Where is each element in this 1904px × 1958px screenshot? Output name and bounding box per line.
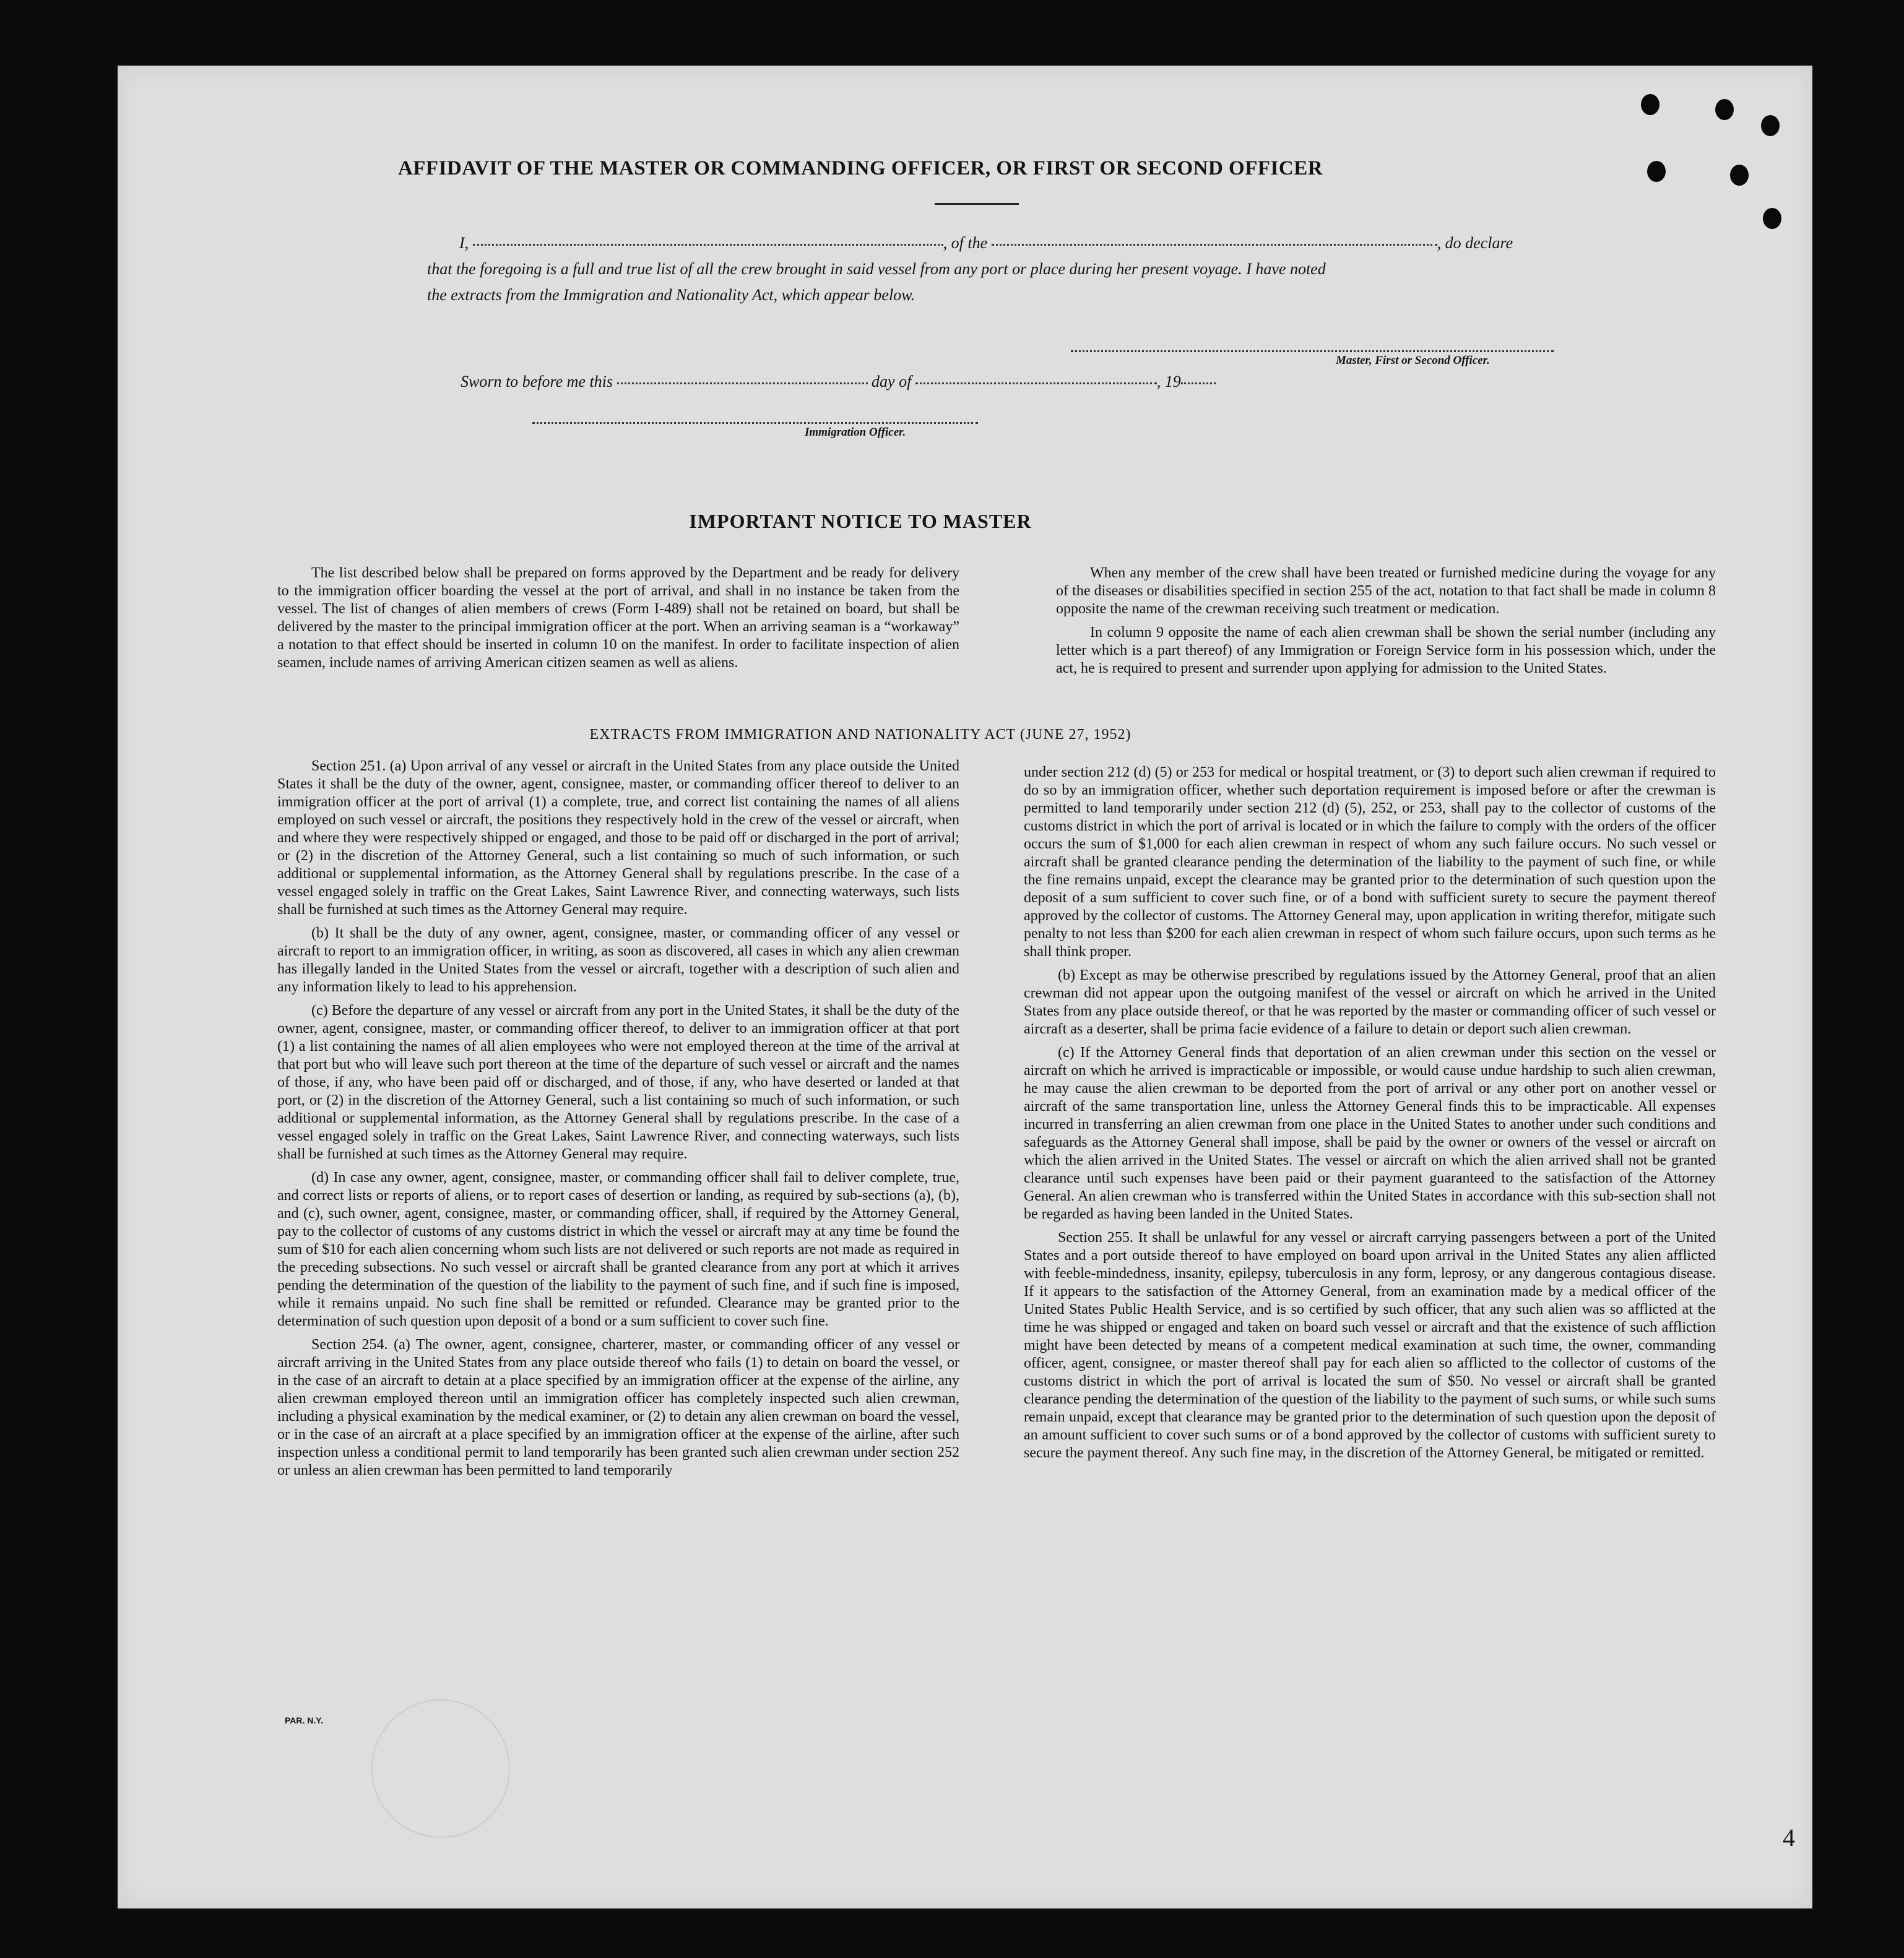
act-paragraph: (b) It shall be the duty of any owner, agent, consignee, master, or commanding officer of any vessel or aircraft to report to an immigration officer, in writing, as soon as discovered, all cases in which any alien crewman has illegally landed in the United States from the vessel or aircraft, together with a description of such alien and any information likely to lead to his apprehension.	[277, 925, 959, 995]
printer-mark: PAR. N.Y.	[285, 1715, 323, 1725]
act-paragraph: (c) Before the departure of any vessel or aircraft from any port in the United States, it shall be the duty of the owner, agent, consignee, master, or commanding officer thereof, to deliver to an immigration officer at that port (1) a list containing the names of all alien employees who were not employed thereon at the time of the arrival at that port but who will leave such port thereon at the time of the departure of such vessel or aircraft and the names of those, if any, who have been paid off or discharged, and of those, if any, who have deserted or landed at that port, or (2) in the discretion of the Attorney General, such a list containing so much of such information, or such additional or supplemental information, as the Attorney General shall by regulations prescribe. In the case of a vessel engaged solely in traffic on the Great Lakes, Saint Lawrence River, and connecting waterways, such lists shall be furnished at such times as the Attorney General may require.	[277, 1003, 959, 1162]
extracts-title: EXTRACTS FROM IMMIGRATION AND NATIONALITY ACT (JUNE 27, 1952)	[589, 727, 1132, 743]
punch-hole	[1730, 165, 1749, 186]
of-the-label: , of the	[943, 234, 988, 252]
punch-hole	[1761, 115, 1780, 136]
notice-paragraph: In column 9 opposite the name of each alien crewman shall be shown the serial number (including any letter which is a part thereof) of any Immigration or Foreign Service form in his possession which, under the act, he is required to present and surrender upon applying for admission to the United States.	[1056, 624, 1716, 676]
extracts-left-column	[277, 757, 959, 1485]
day-of-label: day of	[872, 373, 912, 390]
notice-paragraph: When any member of the crew shall have been treated or furnished medicine during the voyage for any of the diseases or disabilities specified in section 255 of the act, notation to that fact shall be made in column 8 opposite the name of the crewman receiving such treatment or medication.	[1056, 565, 1716, 617]
master-caption: Master, First or Second Officer.	[1336, 354, 1490, 367]
year-label: , 19	[1156, 373, 1181, 390]
act-paragraph: Section 255. It shall be unlawful for any vessel or aircraft carrying passengers between a port of the United States and a port outside thereof to have employed on board upon arrival in the United States any alien afflicted with feeble-mindedness, insanity, epilepsy, tuberculosis in any form, leprosy, or any dangerous contagious disease. If it appears to the satisfaction of the Attorney General, from an examination made by a medical officer of the United States Public Health Service, and is so certified by such officer, that any such alien was so afflicted at the time he was shipped or engaged and taken on board such vessel or aircraft and that the existence of such affliction might have been detected by means of a competent medical examination at such time, the owner, commanding officer, agent, consignee, or master thereof shall pay for each alien so afflicted to the collector of customs of the customs district in which the port of arrival is located the sum of $50. No vessel or aircraft shall be granted clearance pending the determination of the question of the liability to the payment of such sums, or while such sums remain unpaid, except that clearance may be granted prior to the determination of such question upon the deposit of an amount sufficient to cover such sums or of a bond approved by the collector of customs with sufficient surety to secure the payment thereof. Any such fine may, in the discretion of the Attorney General, be mitigated or remitted.	[1024, 1230, 1716, 1461]
punch-hole	[1763, 208, 1781, 229]
sworn-line	[461, 373, 1327, 391]
act-paragraph: (d) In case any owner, agent, consignee, master, or commanding officer shall fail to deliver complete, true, and correct lists or reports of aliens, or to report cases of desertion or landing, as required by sub-sections (a), (b), and (c), such owner, agent, consignee, master, or commanding officer, shall, if required by the Attorney General, pay to the collector of customs of any customs district in which the vessel or aircraft may at any time be found the sum of $10 for each alien concerning whom such lists are not delivered or such reports are not made as required in the preceding subsections. No such vessel or aircraft shall be granted clearance from any port at which it arrives pending the determination of the question of the liability to the payment of such fine, and if such fine is imposed, while it remains unpaid. No such fine shall be remitted or refunded. Clearance may be granted prior to the determination of such question upon deposit of a bond or a sum sufficient to cover such fine.	[277, 1170, 959, 1329]
title-rule	[935, 203, 1019, 205]
faint-seal-stamp	[371, 1699, 510, 1838]
document-page	[118, 66, 1812, 1908]
act-paragraph: (b) Except as may be otherwise prescribed by regulations issued by the Attorney General, proof that an alien crewman did not appear upon the outgoing manifest of the vessel or aircraft on which he arrived in the United States from any place outside thereof, or that he was reported by the master or commanding officer of such vessel or aircraft as a deserter, shall be prima facie evidence of a failure to detain or deport such alien crewman.	[1024, 967, 1716, 1037]
notice-title: IMPORTANT NOTICE TO MASTER	[689, 510, 1032, 532]
immigration-officer-caption: Immigration Officer.	[805, 426, 906, 439]
notice-paragraph: The list described below shall be prepared on forms approved by the Department and be ready for delivery to the immigration officer boarding the vessel at the port of arrival, and shall in no instance be taken from the vessel. The list of changes of alien members of crews (Form I-489) shall not be retained on board, but shall be delivered by the master to the principal immigration officer at the port. When an arriving seaman is a “workaway” a notation to that effect should be inserted in column 10 on the manifest. In order to facilitate inspection of alien seamen, include names of arriving American citizen seamen as well as aliens.	[277, 565, 959, 671]
sworn-month-field[interactable]	[915, 382, 1157, 384]
name-field[interactable]	[473, 244, 943, 246]
declaration-line	[459, 234, 1685, 252]
punch-hole	[1647, 161, 1666, 182]
punch-hole	[1715, 99, 1734, 120]
affidavit-title: AFFIDAVIT OF THE MASTER OR COMMANDING OFFICER, OR FIRST OR SECOND OFFICER	[397, 157, 1323, 179]
statement-line-1: that the foregoing is a full and true list of all the crew brought in said vessel from any port or place during her present voyage. I have noted	[427, 260, 1326, 278]
punch-hole	[1641, 94, 1660, 115]
sworn-day-field[interactable]	[617, 382, 868, 384]
notice-right-column	[1056, 564, 1716, 683]
act-paragraph: under section 212 (d) (5) or 253 for medical or hospital treatment, or (3) to deport such alien crewman if required to do so by an immigration officer, whether such deportation requirement is imposed before or after the crewman is permitted to land temporarily under section 212 (d) (5), 252, or 253, shall pay to the collector of customs of the customs district in which the port of arrival is located or in which the failure to comply with the orders of the officer occurs the sum of $1,000 for each alien crewman in respect of whom any such failure occurs. No such vessel or aircraft shall be granted clearance pending the determination of the liability to the payment of such fine, or while the fine remains unpaid, except the clearance may be granted prior to the determination of such question upon the deposit of a sum sufficient to cover such fine, or of a bond with sufficient surety to secure the payment thereof approved by the collector of customs. The Attorney General may, upon application in writing therefor, mitigate such penalty to not less than $200 for each alien crewman in respect of whom such failure occurs, upon such terms as he shall think proper.	[1024, 764, 1716, 960]
notice-left-column	[277, 564, 959, 678]
sworn-label: Sworn to before me this	[461, 373, 613, 390]
extracts-right-column	[1024, 764, 1716, 1468]
vessel-field[interactable]	[992, 244, 1437, 246]
sworn-year-field[interactable]	[1181, 382, 1216, 384]
act-paragraph: (c) If the Attorney General finds that deportation of an alien crewman under this section on the vessel or aircraft on which he arrived is impracticable or impossible, or would cause undue hardship to such alien crewman, he may cause the alien crewman to be deported from the port of arrival or any other port on another vessel or aircraft of the same transportation line, unless the Attorney General finds this to be impracticable. All expenses incurred in transferring an alien crewman from one place in the United States to another under such conditions and safeguards as the Attorney General shall impose, shall be paid by the owner or owners of the vessel or aircraft on which the alien arrived in the United States. The vessel or aircraft on which the alien arrived shall not be granted clearance until such expenses have been paid or their payment guaranteed to the satisfaction of the Attorney General. An alien crewman who is transferred within the United States in accordance with this sub-section shall not be regarded as having been landed in the United States.	[1024, 1045, 1716, 1222]
handwritten-page-mark: 4	[1783, 1824, 1795, 1852]
i-label: I,	[459, 234, 469, 252]
immigration-officer-signature-line[interactable]	[532, 422, 978, 424]
declare-label: , do declare	[1437, 234, 1513, 252]
master-signature-line[interactable]	[1071, 350, 1554, 352]
act-paragraph: Section 251. (a) Upon arrival of any vessel or aircraft in the United States from any place outside the United States it shall be the duty of the owner, agent, consignee, master, or commanding officer thereof to deliver to an immigration officer at the port of arrival (1) a complete, true, and correct list containing the names of all aliens employed on such vessel or aircraft, the positions they respectively hold in the crew of the vessel or aircraft, when and where they were respectively shipped or engaged, and those to be paid off or discharged in the port of arrival; or (2) in the discretion of the Attorney General, such a list containing so much of such information, or such additional or supplemental information, as the Attorney General shall by regulations prescribe. In the case of a vessel engaged solely in traffic on the Great Lakes, Saint Lawrence River, and connecting waterways, such lists shall be furnished at such times as the Attorney General may require.	[277, 758, 959, 918]
act-paragraph: Section 254. (a) The owner, agent, consignee, charterer, master, or commanding officer of any vessel or aircraft arriving in the United States from any place outside thereof who fails (1) to detain on board the vessel, or in the case of an aircraft to detain at a place specified by an immigration officer at the expense of the airline, any alien crewman employed thereon until an immigration officer has completely inspected such alien crewman, including a physical examination by the medical examiner, or (2) to detain any alien crewman on board the vessel, or in the case of an aircraft at a place specified by an immigration officer at the expense of the airline, after such inspection unless a conditional permit to land temporarily has been granted such alien crewman under section 252 or unless an alien crewman has been permitted to land temporarily	[277, 1337, 959, 1478]
statement-line-2: the extracts from the Immigration and Nationality Act, which appear below.	[427, 286, 915, 304]
